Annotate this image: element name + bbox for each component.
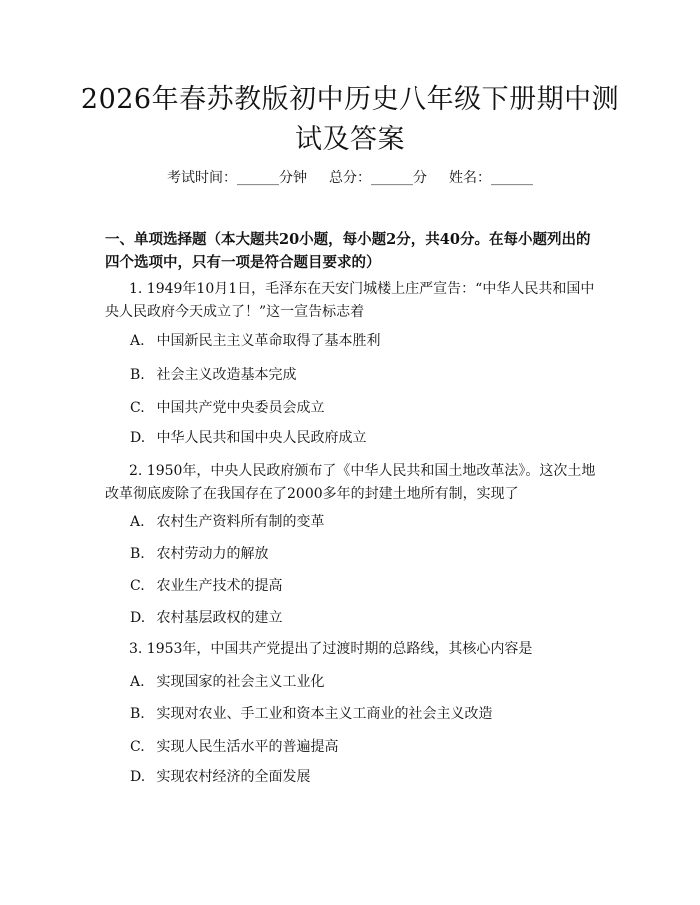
page-title: 2026年春苏教版初中历史八年级下册期中测试及答案	[80, 84, 620, 155]
option-item	[130, 767, 600, 787]
exam-time-field: 考试时间：______分钟	[167, 170, 307, 186]
option-letter: D.	[130, 610, 146, 626]
option-text: 中国新民主主义革命取得了基本胜利	[156, 333, 381, 349]
option-text: 农村基层政权的建立	[156, 610, 283, 626]
option-letter: A.	[130, 674, 145, 690]
option-letter: D.	[130, 769, 146, 785]
option-letter: A.	[130, 333, 145, 349]
option-item	[130, 737, 600, 757]
option-item	[130, 608, 600, 628]
option-letter: B.	[130, 706, 145, 722]
question-stem: 1. 1949年10月1日，毛泽东在天安门城楼上庄严宣告：“中华人民共和国中央人民政府今天成立了！”这一宣告标志着	[105, 281, 595, 320]
option-letter: C.	[130, 739, 145, 755]
option-letter: C.	[130, 578, 145, 594]
option-text: 实现农村经济的全面发展	[156, 769, 311, 785]
option-letter: D.	[130, 430, 146, 446]
option-letter: A.	[130, 514, 145, 530]
option-text: 实现人民生活水平的普遍提高	[156, 739, 339, 755]
option-text: 中华人民共和国中央人民政府成立	[156, 430, 367, 446]
option-item	[130, 398, 600, 418]
option-item	[130, 512, 600, 532]
option-item	[130, 544, 600, 564]
option-text: 社会主义改造基本完成	[156, 367, 297, 383]
option-item	[130, 428, 600, 448]
total-score-field: 总分：______分	[329, 170, 427, 186]
question-stem: 3. 1953年，中国共产党提出了过渡时期的总路线，其核心内容是	[129, 641, 533, 657]
option-text: 实现对农业、手工业和资本主义工商业的社会主义改造	[156, 706, 493, 722]
option-letter: B.	[130, 367, 145, 383]
option-text: 农村劳动力的解放	[156, 546, 269, 562]
question-stem: 2. 1950年，中央人民政府颁布了《中华人民共和国土地改革法》。这次土地改革彻底废除了在我国存在了2000多年的封建土地所有制，实现了	[105, 463, 596, 502]
option-text: 实现国家的社会主义工业化	[156, 674, 325, 690]
option-item	[130, 331, 600, 351]
option-item	[130, 672, 600, 692]
option-letter: C.	[130, 400, 145, 416]
option-text: 中国共产党中央委员会成立	[156, 400, 325, 416]
option-text: 农业生产技术的提高	[156, 578, 283, 594]
option-text: 农村生产资料所有制的变革	[156, 514, 325, 530]
name-field: 姓名：______	[449, 170, 533, 186]
exam-info-line	[0, 168, 700, 188]
option-item	[130, 576, 600, 596]
section-heading: 一、单项选择题（本大题共20小题，每小题2分，共40分。在每小题列出的四个选项中，只有一项是符合题目要求的）	[105, 231, 591, 271]
option-item	[130, 365, 600, 385]
option-item	[130, 704, 600, 724]
option-letter: B.	[130, 546, 145, 562]
